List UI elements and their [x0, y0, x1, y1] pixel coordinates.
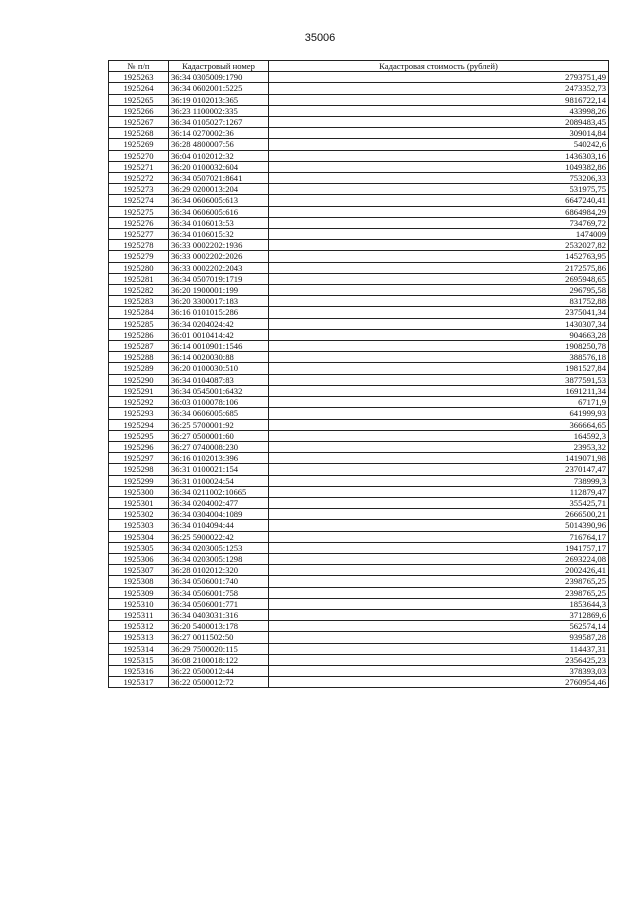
cadastral-cost-cell: 1474009 [269, 229, 609, 240]
cadastral-cost-cell: 734769,72 [269, 217, 609, 228]
cadastral-number-cell: 36:20 3300017:183 [169, 296, 269, 307]
row-number-cell: 1925309 [109, 587, 169, 598]
cadastral-number-cell: 36:34 0602001:5225 [169, 83, 269, 94]
row-number-cell: 1925298 [109, 464, 169, 475]
row-number-cell: 1925317 [109, 677, 169, 688]
row-number-cell: 1925274 [109, 195, 169, 206]
cadastral-number-cell: 36:16 0102013:396 [169, 453, 269, 464]
cadastral-value-table [108, 60, 609, 688]
table-row [109, 341, 609, 352]
cadastral-number-cell: 36:14 0020030:88 [169, 352, 269, 363]
cadastral-number-cell: 36:27 0740008:230 [169, 441, 269, 452]
row-number-cell: 1925272 [109, 173, 169, 184]
row-number-cell: 1925268 [109, 128, 169, 139]
row-number-cell: 1925279 [109, 251, 169, 262]
cadastral-cost-cell: 2793751,49 [269, 72, 609, 83]
cadastral-number-cell: 36:19 0102013:365 [169, 94, 269, 105]
cadastral-number-cell: 36:04 0102012:32 [169, 150, 269, 161]
cadastral-number-cell: 36:14 0010901:1546 [169, 341, 269, 352]
cadastral-number-cell: 36:34 0304004:1089 [169, 509, 269, 520]
cadastral-number-cell: 36:34 0106015:32 [169, 229, 269, 240]
cadastral-number-cell: 36:22 0500012:72 [169, 677, 269, 688]
row-number-cell: 1925271 [109, 161, 169, 172]
row-number-cell: 1925264 [109, 83, 169, 94]
table-row [109, 509, 609, 520]
row-number-cell: 1925303 [109, 520, 169, 531]
row-number-cell: 1925299 [109, 475, 169, 486]
cadastral-number-cell: 36:20 1900001:199 [169, 285, 269, 296]
cadastral-cost-cell: 296795,58 [269, 285, 609, 296]
table-row [109, 520, 609, 531]
table-row [109, 553, 609, 564]
cadastral-number-cell: 36:34 0545001:6432 [169, 385, 269, 396]
table-row [109, 475, 609, 486]
cadastral-cost-cell: 2532027,82 [269, 240, 609, 251]
table-row [109, 285, 609, 296]
cadastral-cost-cell: 1908250,78 [269, 341, 609, 352]
row-number-cell: 1925292 [109, 397, 169, 408]
cadastral-number-cell: 36:08 2100018:122 [169, 654, 269, 665]
table-row [109, 419, 609, 430]
row-number-cell: 1925275 [109, 206, 169, 217]
cadastral-number-cell: 36:34 0507019:1719 [169, 273, 269, 284]
row-number-cell: 1925290 [109, 374, 169, 385]
row-number-cell: 1925300 [109, 486, 169, 497]
cadastral-cost-cell: 164592,3 [269, 430, 609, 441]
cadastral-cost-cell: 2398765,25 [269, 576, 609, 587]
cadastral-cost-cell: 716764,17 [269, 531, 609, 542]
cadastral-cost-cell: 2693224,08 [269, 553, 609, 564]
table-row [109, 430, 609, 441]
table-row [109, 251, 609, 262]
cadastral-number-cell: 36:14 0270002:36 [169, 128, 269, 139]
table-row [109, 609, 609, 620]
cadastral-number-cell: 36:27 0500001:60 [169, 430, 269, 441]
cadastral-number-cell: 36:33 0002202:1936 [169, 240, 269, 251]
cadastral-cost-cell: 6647240,41 [269, 195, 609, 206]
row-number-cell: 1925289 [109, 363, 169, 374]
cadastral-cost-cell: 309014,84 [269, 128, 609, 139]
cadastral-cost-cell: 1452763,95 [269, 251, 609, 262]
row-number-cell: 1925294 [109, 419, 169, 430]
cadastral-number-cell: 36:34 0203005:1253 [169, 542, 269, 553]
table-row [109, 352, 609, 363]
row-number-cell: 1925266 [109, 105, 169, 116]
cadastral-cost-cell: 1981527,84 [269, 363, 609, 374]
table-row [109, 318, 609, 329]
cadastral-cost-cell: 531975,75 [269, 184, 609, 195]
row-number-cell: 1925313 [109, 632, 169, 643]
row-number-cell: 1925310 [109, 598, 169, 609]
cadastral-number-cell: 36:28 4800007:56 [169, 139, 269, 150]
cadastral-number-cell: 36:20 5400013:178 [169, 621, 269, 632]
row-number-cell: 1925315 [109, 654, 169, 665]
cadastral-cost-cell: 1430307,34 [269, 318, 609, 329]
cadastral-number-cell: 36:33 0002202:2043 [169, 262, 269, 273]
cadastral-number-cell: 36:34 0403031:316 [169, 609, 269, 620]
row-number-cell: 1925286 [109, 329, 169, 340]
table-row [109, 397, 609, 408]
cadastral-number-cell: 36:22 0500012:44 [169, 665, 269, 676]
cadastral-cost-cell: 2356425,23 [269, 654, 609, 665]
table-row [109, 497, 609, 508]
table-row [109, 72, 609, 83]
cadastral-number-cell: 36:01 0010414:42 [169, 329, 269, 340]
row-number-cell: 1925312 [109, 621, 169, 632]
table-row [109, 374, 609, 385]
cadastral-cost-cell: 939587,28 [269, 632, 609, 643]
row-number-cell: 1925291 [109, 385, 169, 396]
cadastral-number-cell: 36:25 5900022:42 [169, 531, 269, 542]
table-row [109, 273, 609, 284]
cadastral-number-cell: 36:27 0011502:50 [169, 632, 269, 643]
cadastral-cost-cell: 1049382,86 [269, 161, 609, 172]
row-number-cell: 1925311 [109, 609, 169, 620]
row-number-cell: 1925302 [109, 509, 169, 520]
row-number-cell: 1925280 [109, 262, 169, 273]
cadastral-cost-cell: 366664,65 [269, 419, 609, 430]
row-number-cell: 1925284 [109, 307, 169, 318]
row-number-cell: 1925288 [109, 352, 169, 363]
table-body [109, 72, 609, 688]
table-row [109, 665, 609, 676]
cadastral-cost-cell: 2760954,46 [269, 677, 609, 688]
cadastral-number-cell: 36:33 0002202:2026 [169, 251, 269, 262]
cadastral-cost-cell: 388576,18 [269, 352, 609, 363]
cadastral-cost-cell: 3712869,6 [269, 609, 609, 620]
row-number-cell: 1925296 [109, 441, 169, 452]
cadastral-cost-cell: 3877591,53 [269, 374, 609, 385]
table-row [109, 105, 609, 116]
row-number-cell: 1925308 [109, 576, 169, 587]
row-number-cell: 1925295 [109, 430, 169, 441]
cadastral-number-cell: 36:34 0204024:42 [169, 318, 269, 329]
table-row [109, 296, 609, 307]
cadastral-number-cell: 36:23 1100002:335 [169, 105, 269, 116]
table-row [109, 329, 609, 340]
cadastral-number-cell: 36:29 0200013:204 [169, 184, 269, 195]
table-header [109, 61, 609, 72]
table-row [109, 195, 609, 206]
cadastral-cost-cell: 9816722,14 [269, 94, 609, 105]
cadastral-number-cell: 36:34 0305009:1790 [169, 72, 269, 83]
table-row [109, 94, 609, 105]
cadastral-number-cell: 36:20 0100030:510 [169, 363, 269, 374]
row-number-cell: 1925307 [109, 565, 169, 576]
table-row [109, 643, 609, 654]
cadastral-number-cell: 36:34 0104094:44 [169, 520, 269, 531]
cadastral-cost-cell: 753206,33 [269, 173, 609, 184]
table-row [109, 565, 609, 576]
header-cadastral-number: Кадастровый номер [169, 61, 269, 72]
table-row [109, 621, 609, 632]
table-row [109, 217, 609, 228]
cadastral-cost-cell: 1436303,16 [269, 150, 609, 161]
cadastral-cost-cell: 2666500,21 [269, 509, 609, 520]
row-number-cell: 1925265 [109, 94, 169, 105]
row-number-cell: 1925287 [109, 341, 169, 352]
cadastral-cost-cell: 2089483,45 [269, 117, 609, 128]
table-row [109, 531, 609, 542]
cadastral-number-cell: 36:34 0606005:685 [169, 408, 269, 419]
row-number-cell: 1925269 [109, 139, 169, 150]
cadastral-cost-cell: 112879,47 [269, 486, 609, 497]
table-row [109, 150, 609, 161]
table-row [109, 486, 609, 497]
row-number-cell: 1925304 [109, 531, 169, 542]
header-row-number: № п/п [109, 61, 169, 72]
row-number-cell: 1925297 [109, 453, 169, 464]
table-row [109, 262, 609, 273]
row-number-cell: 1925301 [109, 497, 169, 508]
cadastral-number-cell: 36:34 0105027:1267 [169, 117, 269, 128]
header-cadastral-cost: Кадастровая стоимость (рублей) [269, 61, 609, 72]
table-row [109, 363, 609, 374]
cadastral-number-cell: 36:28 0102012:320 [169, 565, 269, 576]
table-row [109, 408, 609, 419]
table-row [109, 598, 609, 609]
header-row [109, 61, 609, 72]
page-number: 35006 [304, 32, 336, 44]
cadastral-number-cell: 36:31 0100021:154 [169, 464, 269, 475]
cadastral-number-cell: 36:29 7500020:115 [169, 643, 269, 654]
cadastral-cost-cell: 114437,31 [269, 643, 609, 654]
row-number-cell: 1925270 [109, 150, 169, 161]
row-number-cell: 1925276 [109, 217, 169, 228]
cadastral-number-cell: 36:34 0606005:616 [169, 206, 269, 217]
cadastral-cost-cell: 562574,14 [269, 621, 609, 632]
cadastral-number-cell: 36:34 0606005:613 [169, 195, 269, 206]
table-row [109, 587, 609, 598]
cadastral-cost-cell: 738999,3 [269, 475, 609, 486]
row-number-cell: 1925316 [109, 665, 169, 676]
cadastral-number-cell: 36:16 0101015:286 [169, 307, 269, 318]
cadastral-cost-cell: 2695948,65 [269, 273, 609, 284]
cadastral-number-cell: 36:34 0106013:53 [169, 217, 269, 228]
cadastral-cost-cell: 5014390,96 [269, 520, 609, 531]
cadastral-number-cell: 36:34 0506001:771 [169, 598, 269, 609]
row-number-cell: 1925305 [109, 542, 169, 553]
table-row [109, 240, 609, 251]
table-row [109, 128, 609, 139]
table-row [109, 83, 609, 94]
row-number-cell: 1925277 [109, 229, 169, 240]
row-number-cell: 1925273 [109, 184, 169, 195]
row-number-cell: 1925281 [109, 273, 169, 284]
table-row [109, 161, 609, 172]
cadastral-number-cell: 36:34 0211002:10665 [169, 486, 269, 497]
table-row [109, 632, 609, 643]
cadastral-cost-cell: 355425,71 [269, 497, 609, 508]
cadastral-cost-cell: 6864984,29 [269, 206, 609, 217]
cadastral-cost-cell: 540242,6 [269, 139, 609, 150]
row-number-cell: 1925314 [109, 643, 169, 654]
table-row [109, 307, 609, 318]
table-row [109, 677, 609, 688]
cadastral-cost-cell: 378393,03 [269, 665, 609, 676]
cadastral-number-cell: 36:34 0203005:1298 [169, 553, 269, 564]
table-row [109, 173, 609, 184]
cadastral-cost-cell: 67171,9 [269, 397, 609, 408]
table-row [109, 385, 609, 396]
table-row [109, 576, 609, 587]
cadastral-cost-cell: 2398765,25 [269, 587, 609, 598]
cadastral-number-cell: 36:25 5700001:92 [169, 419, 269, 430]
row-number-cell: 1925285 [109, 318, 169, 329]
table-row [109, 441, 609, 452]
cadastral-number-cell: 36:34 0506001:740 [169, 576, 269, 587]
table-row [109, 117, 609, 128]
row-number-cell: 1925306 [109, 553, 169, 564]
row-number-cell: 1925283 [109, 296, 169, 307]
cadastral-cost-cell: 433998,26 [269, 105, 609, 116]
table-row [109, 464, 609, 475]
cadastral-number-cell: 36:34 0204002:477 [169, 497, 269, 508]
table-row [109, 229, 609, 240]
cadastral-number-cell: 36:34 0506001:758 [169, 587, 269, 598]
row-number-cell: 1925263 [109, 72, 169, 83]
cadastral-cost-cell: 904663,28 [269, 329, 609, 340]
cadastral-cost-cell: 641999,93 [269, 408, 609, 419]
cadastral-cost-cell: 1419071,98 [269, 453, 609, 464]
cadastral-cost-cell: 2370147,47 [269, 464, 609, 475]
row-number-cell: 1925267 [109, 117, 169, 128]
table-row [109, 453, 609, 464]
row-number-cell: 1925293 [109, 408, 169, 419]
cadastral-cost-cell: 1853644,3 [269, 598, 609, 609]
row-number-cell: 1925282 [109, 285, 169, 296]
cadastral-cost-cell: 1941757,17 [269, 542, 609, 553]
table-row [109, 654, 609, 665]
cadastral-cost-cell: 1691211,34 [269, 385, 609, 396]
row-number-cell: 1925278 [109, 240, 169, 251]
cadastral-cost-cell: 2002426,41 [269, 565, 609, 576]
table-row [109, 139, 609, 150]
cadastral-number-cell: 36:34 0104087:83 [169, 374, 269, 385]
cadastral-cost-cell: 2172575,86 [269, 262, 609, 273]
table-row [109, 184, 609, 195]
cadastral-cost-cell: 831752,88 [269, 296, 609, 307]
cadastral-cost-cell: 23953,32 [269, 441, 609, 452]
cadastral-number-cell: 36:34 0507021:8641 [169, 173, 269, 184]
cadastral-number-cell: 36:03 0100078:106 [169, 397, 269, 408]
table-row [109, 542, 609, 553]
cadastral-cost-cell: 2375041,34 [269, 307, 609, 318]
cadastral-number-cell: 36:31 0100024:54 [169, 475, 269, 486]
cadastral-cost-cell: 2473352,73 [269, 83, 609, 94]
table-row [109, 206, 609, 217]
cadastral-number-cell: 36:20 0100032:604 [169, 161, 269, 172]
